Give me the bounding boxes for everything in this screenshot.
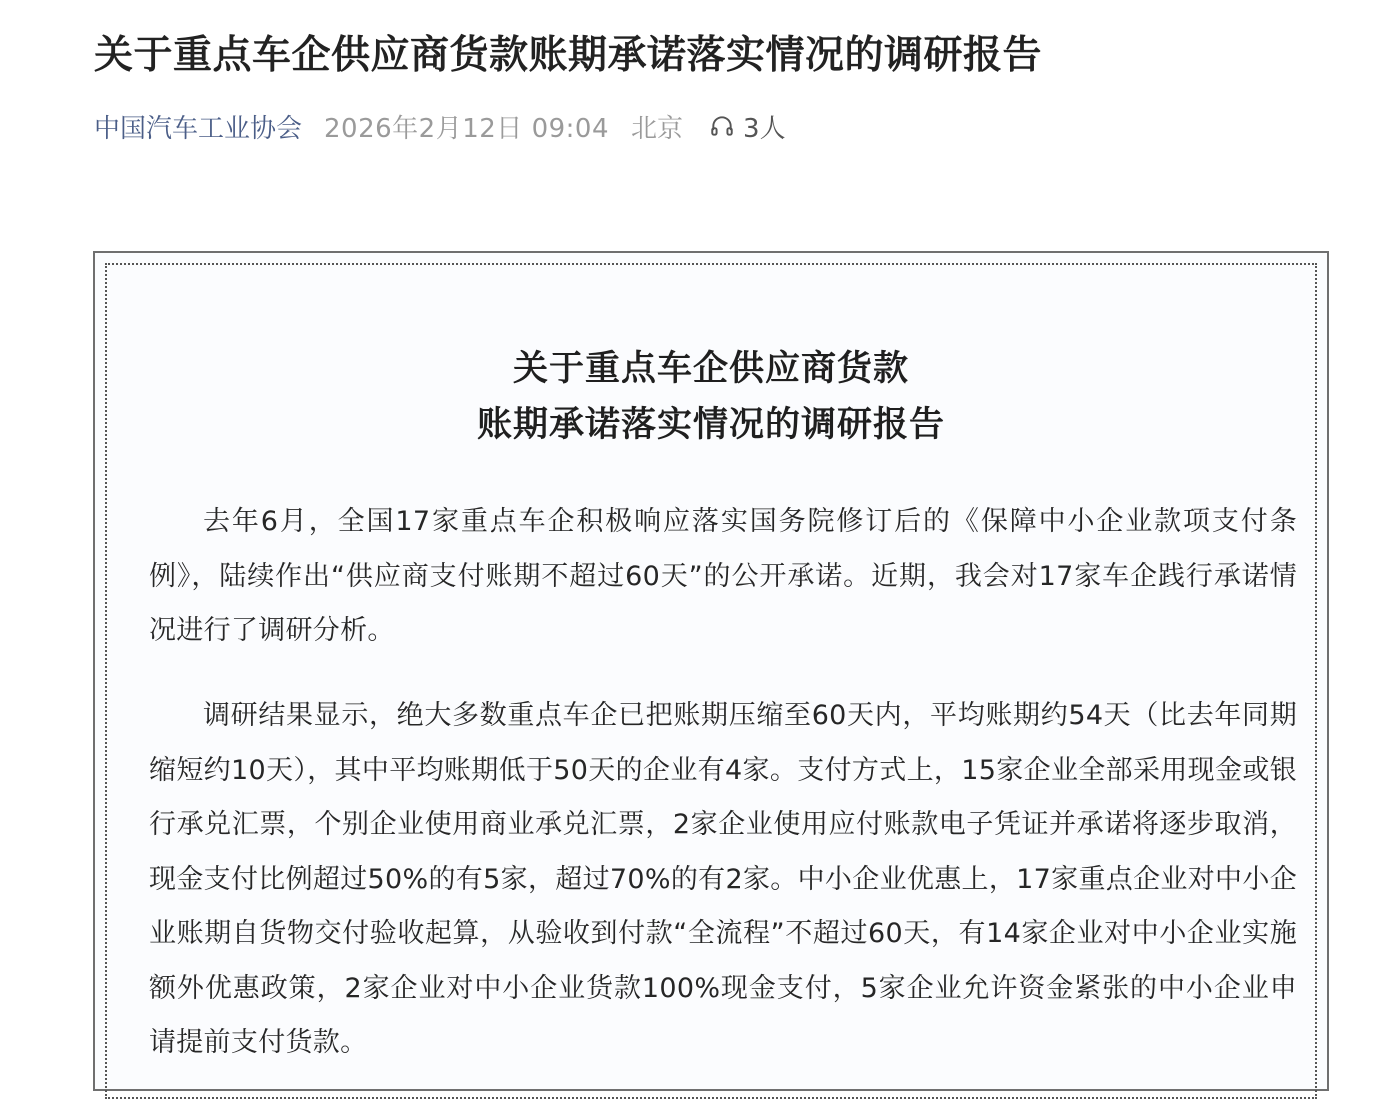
page-title: 关于重点车企供应商货款账期承诺落实情况的调研报告 <box>94 33 1043 78</box>
listener-count: 3人 <box>743 113 786 144</box>
article-meta <box>94 106 786 146</box>
document-heading-line2: 账期承诺落实情况的调研报告 <box>476 405 945 445</box>
dotted-frame <box>105 263 1317 1099</box>
document-image <box>93 251 1329 1091</box>
publish-datetime: 2026年2月12日 09:04 <box>324 113 610 144</box>
document-paragraph: 去年6月，全国17家重点车企积极响应落实国务院修订后的《保障中小企业款项支付条例》，陆续作出“供应商支付账期不超过60天”的公开承诺。近期，我会对17家车企践行承诺情况进行了调研分析。 <box>149 506 1297 646</box>
location-label: 北京 <box>631 113 684 144</box>
source-link[interactable]: 中国汽车工业协会 <box>94 113 303 144</box>
headphones-icon <box>709 113 735 139</box>
document-paragraph: 调研结果显示，绝大多数重点车企已把账期压缩至60天内，平均账期约54天（比去年同期缩短约10天），其中平均账期低于50天的企业有4家。支付方式上，15家企业全部采用现金或银行承兑汇票，个别企业使用商业承兑汇票，2家企业使用应付账款电子凭证并承诺将逐步取消，现金支付比例超过50%的有5家，超过70%的有2家。中小企业优惠上，17家重点企业对中小企业账期自货物交付验收起算，从验收到付款“全流程”不超过60天，有14家企业对中小企业实施额外优惠政策，2家企业对中小企业货款100%现金支付，5家企业允许资金紧张的中小企业申请提前支付货款。 <box>149 700 1297 1058</box>
listen-button[interactable] <box>709 108 786 145</box>
document-heading <box>107 341 1315 453</box>
document-heading-line1: 关于重点车企供应商货款 <box>512 349 909 389</box>
